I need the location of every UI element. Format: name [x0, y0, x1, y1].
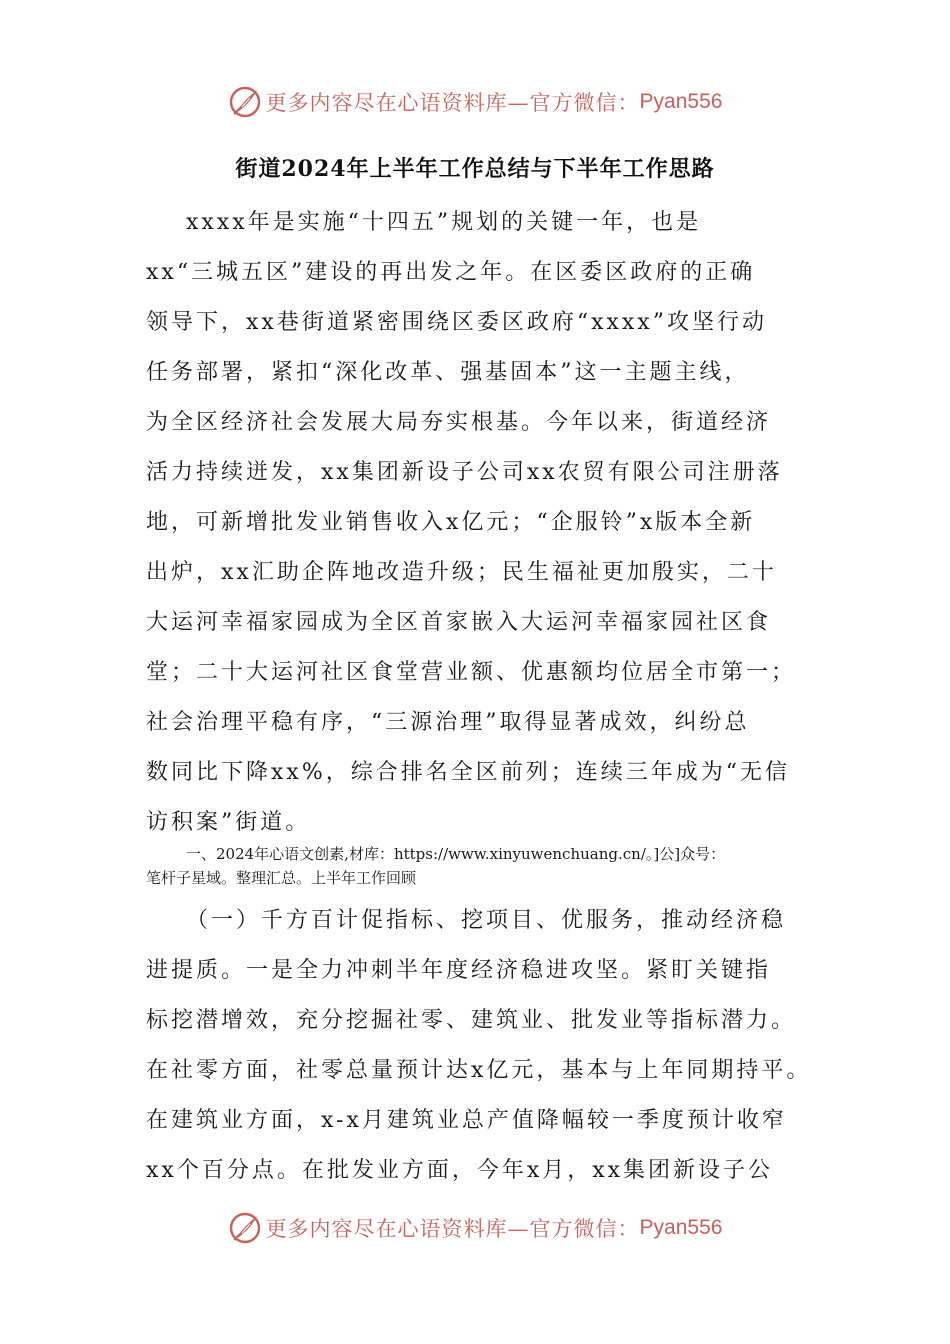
paragraph-line: 为全区经济社会发展大局夯实根基。今年以来，街道经济 [146, 410, 772, 435]
quill-pen-logo-icon [228, 1211, 262, 1245]
wechat-id: Pyan556 [639, 1216, 723, 1239]
paragraph-line: 进提质。一是全力冲刺半年度经济稳进攻坚。紧盯关键指 [146, 958, 772, 983]
paragraph-line: 在社零方面，社零总量预计达x亿元，基本与上年同期持平。 [146, 1058, 812, 1083]
intro-paragraph [146, 198, 806, 848]
banner-text: 更多内容尽在心语资料库—官方微信： [265, 1217, 640, 1241]
paragraph-line: 活力持续迸发，xx集团新设子公司xx农贸有限公司注册落 [146, 460, 783, 485]
paragraph-line: xx个百分点。在批发业方面，今年x月，xx集团新设子公 [146, 1158, 774, 1183]
section-heading-line: 笔杆子星域。整理汇总。上半年工作回顾 [146, 869, 417, 887]
paragraph-line: xx“三城五区”建设的再出发之年。在区委区政府的正确 [146, 260, 756, 285]
section-heading-line: 一、2024年心语文创素,材库：https://www.xinyuwenchuang.cn/。]公]众号： [186, 845, 726, 863]
paragraph-line: 社会治理平稳有序，“三源治理”取得显著成效，纠纷总 [146, 710, 750, 735]
quill-pen-logo-icon [228, 85, 262, 119]
watermark-banner-top [0, 80, 950, 124]
watermark-banner-bottom [0, 1206, 950, 1250]
banner-text: 更多内容尽在心语资料库—官方微信： [265, 91, 640, 115]
paragraph-line: 堂；二十大运河社区食堂营业额、优惠额均位居全市第一； [146, 660, 797, 685]
document-title: 街道2024年上半年工作总结与下半年工作思路 [235, 156, 715, 182]
paragraph-line: 在建筑业方面，x-x月建筑业总产值降幅较一季度预计收窄 [146, 1108, 787, 1133]
wechat-id: Pyan556 [639, 90, 723, 113]
paragraph-line: 标挖潜增效，充分挖掘社零、建筑业、批发业等指标潜力。 [146, 1008, 797, 1033]
paragraph-line: 领导下，xx巷街道紧密围绕区委区政府“xxxx”攻坚行动 [146, 310, 767, 335]
subsection-paragraph [146, 896, 812, 1196]
paragraph-line: 任务部署，紧扣“深化改革、强基固本”这一主题主线， [146, 360, 750, 385]
paragraph-line: 数同比下降xx%，综合排名全区前列；连续三年成为“无信 [146, 760, 790, 785]
paragraph-line: xxxx年是实施“十四五”规划的关键一年，也是 [186, 210, 702, 235]
section-heading [146, 842, 826, 890]
paragraph-line: 大运河幸福家园成为全区首家嵌入大运河幸福家园社区食 [146, 610, 772, 635]
paragraph-line: 地，可新增批发业销售收入x亿元；“企服铃”x版本全新 [146, 510, 756, 535]
paragraph-line: （一）千方百计促指标、挖项目、优服务，推动经济稳 [186, 908, 787, 933]
paragraph-line: 出炉，xx汇助企阵地改造升级；民生福祉更加殷实，二十 [146, 560, 777, 585]
paragraph-line: 访积案”街道。 [146, 810, 311, 835]
